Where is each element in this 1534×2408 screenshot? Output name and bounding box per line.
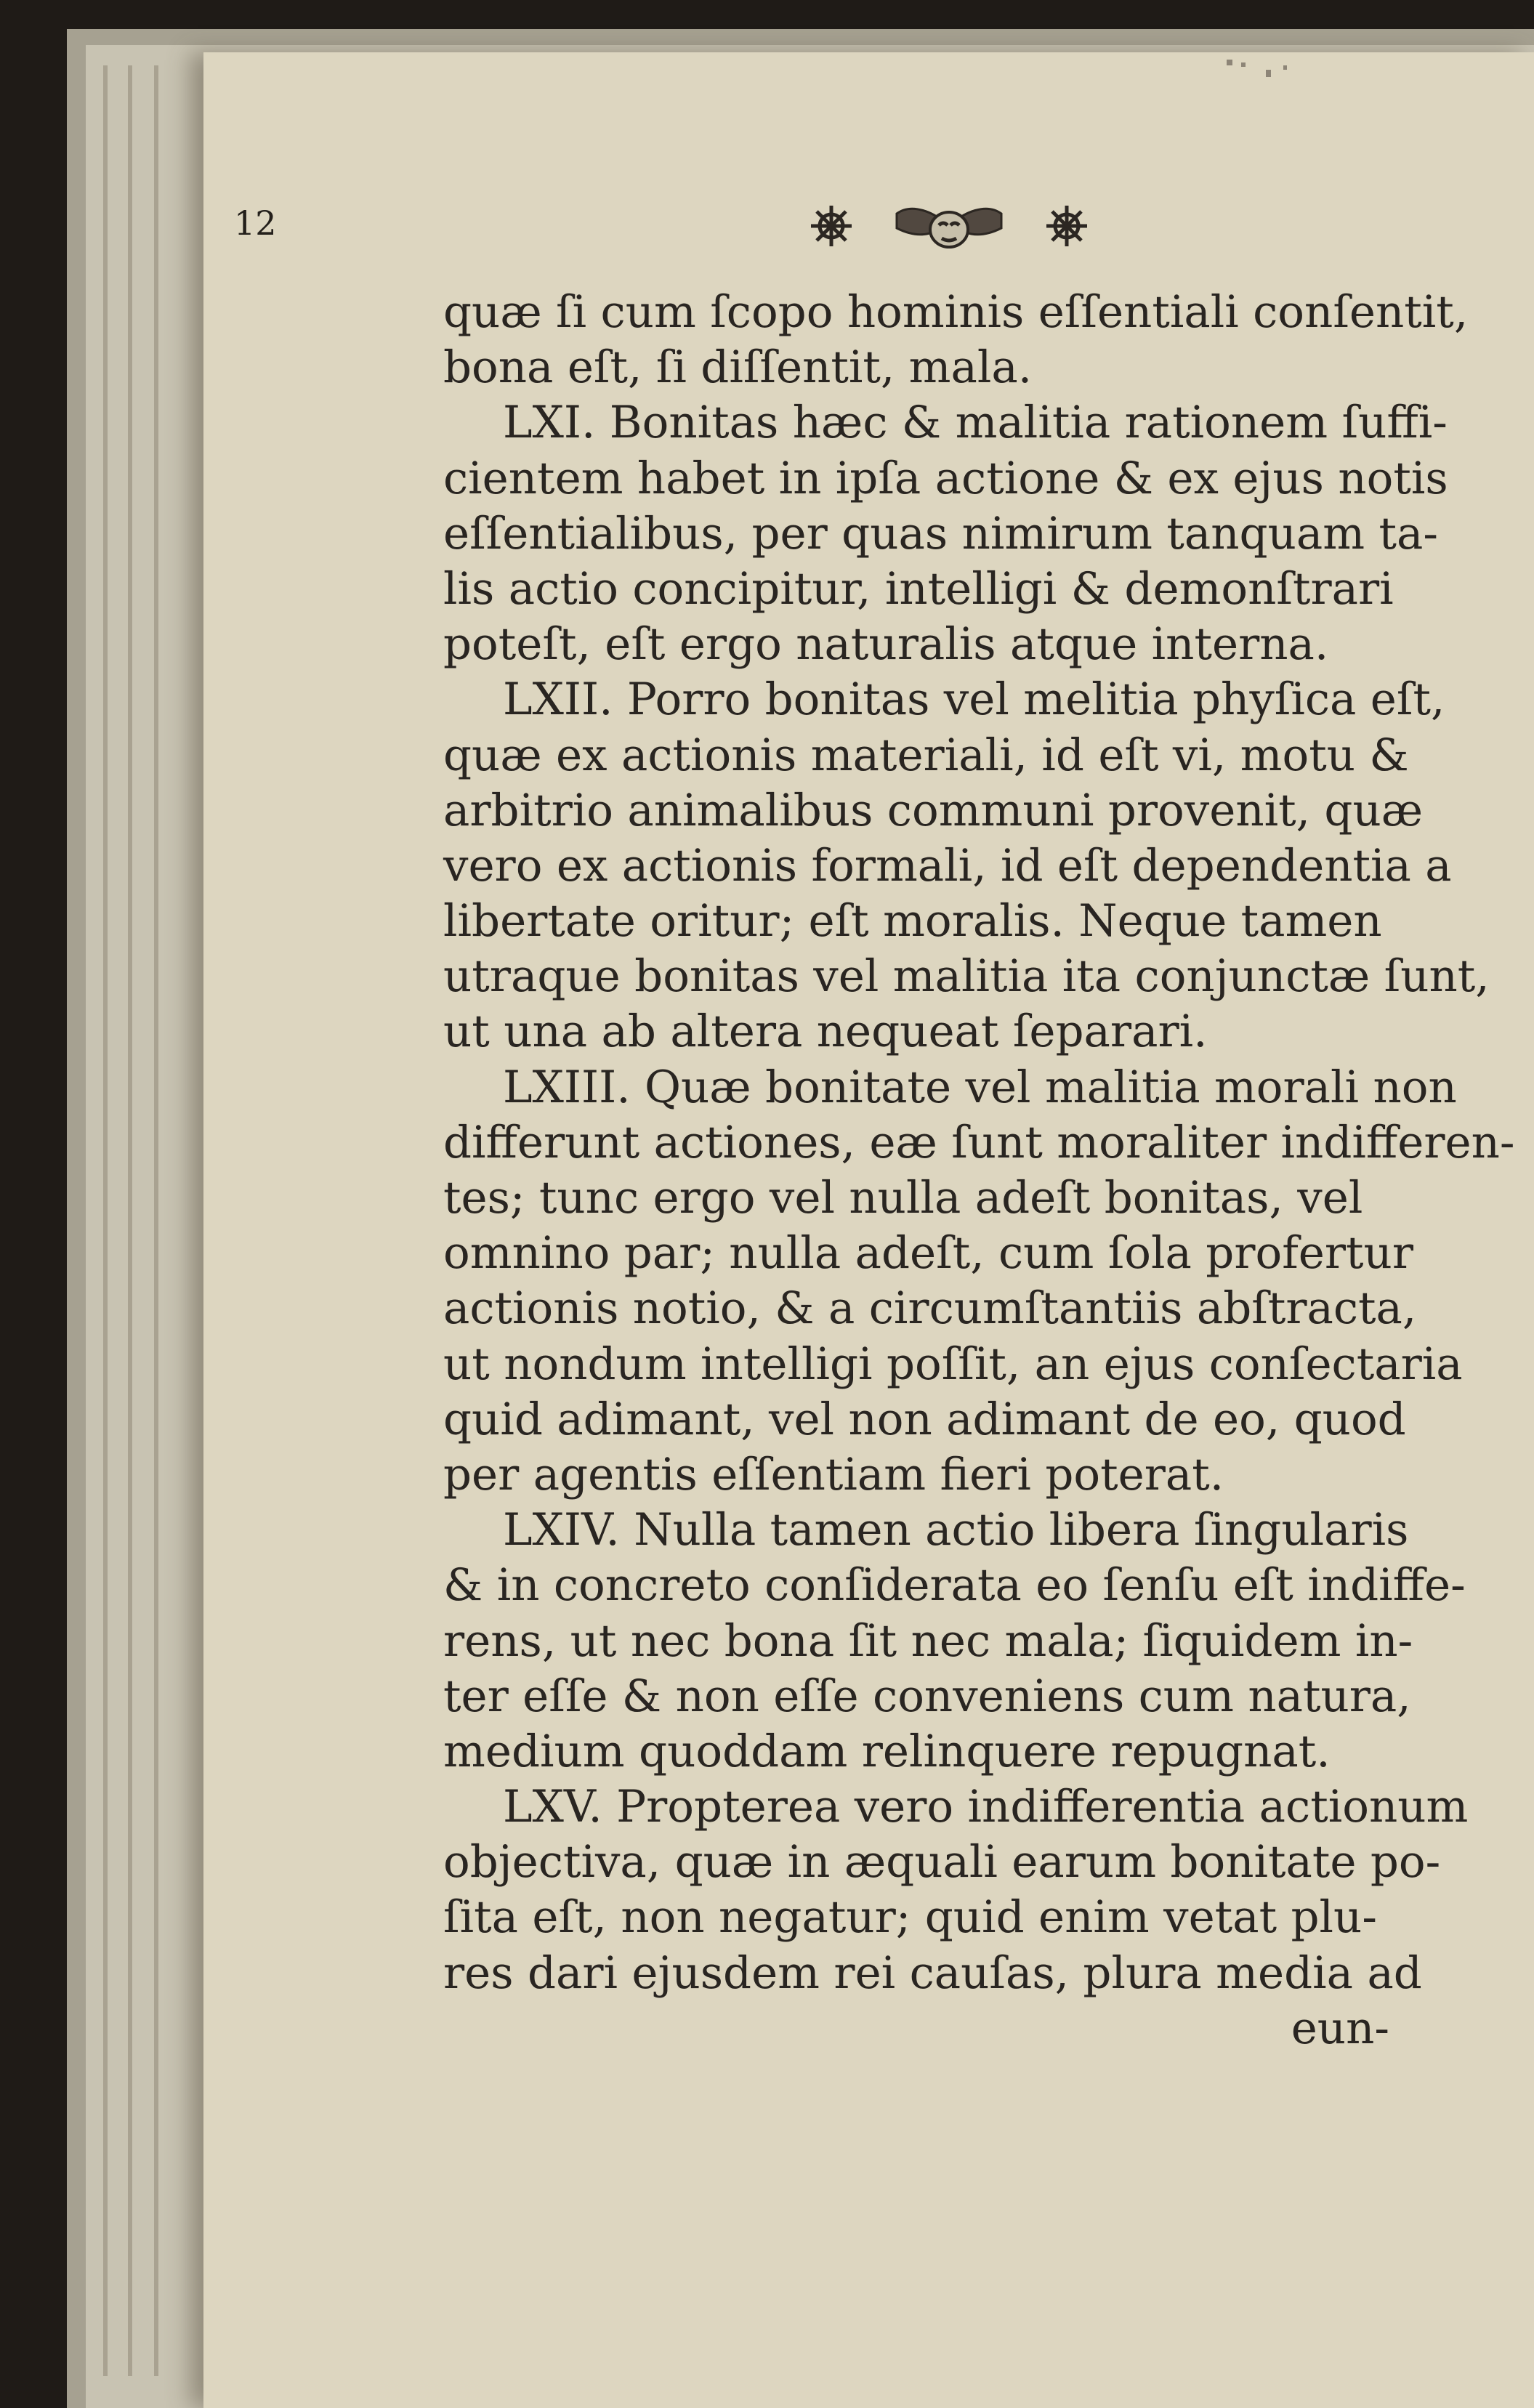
text-line: ter eſſe & non eſſe conveniens cum natura,	[443, 1670, 1411, 1722]
page-number: 12	[234, 203, 277, 243]
page-edge-line	[128, 65, 132, 2376]
ink-spot	[1283, 65, 1287, 70]
text-line: LXII. Porro bonitas vel melitia phyſica eſt,	[503, 674, 1445, 726]
text-line: ſita eſt, non negatur; quid enim vetat plu-	[443, 1891, 1377, 1944]
text-line: LXV. Propterea vero indifferentia actionum	[503, 1781, 1469, 1833]
text-line: ut una ab altera nequeat ſeparari.	[443, 1006, 1208, 1058]
page-edge-line	[103, 65, 108, 2376]
ink-spot	[1241, 62, 1246, 67]
text-line: lis actio concipitur, intelligi & demonſtrari	[443, 562, 1394, 615]
text-line: LXIII. Quæ bonitate vel malitia morali non	[503, 1061, 1457, 1113]
text-line: vero ex actionis formali, id eſt dependentia a	[443, 839, 1452, 892]
text-line: omnino par; nulla adeſt, cum ſola profertur	[443, 1227, 1414, 1280]
body-text	[443, 285, 1515, 2056]
text-line: per agentis eſſentiam fieri poterat.	[443, 1448, 1224, 1500]
text-line: arbitrio animalibus communi provenit, quæ	[443, 784, 1424, 836]
text-line: differunt actiones, eæ ſunt moraliter indifferen-	[443, 1116, 1515, 1168]
text-line: eſſentialibus, per quas nimirum tanquam ta-	[443, 507, 1438, 559]
text-line: quid adimant, vel non adimant de eo, quod	[443, 1393, 1406, 1445]
page-header	[234, 202, 1469, 253]
ink-spot	[1266, 70, 1271, 77]
catchword: eun-	[1291, 2002, 1389, 2054]
text-line: bona eſt, ſi diſſentit, mala.	[443, 342, 1033, 394]
page-edge-line	[154, 65, 158, 2376]
text-line: res dari ejusdem rei cauſas, plura media ad	[443, 1947, 1422, 1999]
text-line: ut nondum intelligi poſſit, an ejus conſectaria	[443, 1338, 1463, 1390]
text-line: rens, ut nec bona ſit nec mala; ſiquidem in-	[443, 1615, 1413, 1667]
text-line: LXI. Bonitas hæc & malitia rationem ſuffi-	[503, 397, 1448, 449]
text-line: tes; tunc ergo vel nulla adeſt bonitas, vel	[443, 1172, 1363, 1224]
text-line: poteſt, eſt ergo naturalis atque interna.	[443, 618, 1329, 671]
text-line: LXIV. Nulla tamen actio libera ſingularis	[503, 1504, 1409, 1556]
text-line: actionis notio, & a circumſtantiis abſtracta,	[443, 1282, 1417, 1335]
text-line: cientem habet in ipſa actione & ex ejus notis	[443, 452, 1448, 504]
text-line: objectiva, quæ in æquali earum bonitate po-	[443, 1836, 1441, 1888]
text-line: quæ ex actionis materiali, id eſt vi, motu &	[443, 729, 1409, 781]
text-line: quæ ſi cum ſcopo hominis eſſentiali conſentit,	[443, 286, 1469, 338]
text-line: & in concreto conſiderata eo ſenſu eſt indiffe-	[443, 1559, 1466, 1612]
text-line: utraque bonitas vel malitia ita conjunctæ ſunt,	[443, 950, 1490, 1003]
header-ornament-icon	[789, 199, 1109, 253]
text-line: libertate oritur; eſt moralis. Neque tamen	[443, 895, 1382, 948]
text-line: medium quoddam relinquere repugnat.	[443, 1725, 1331, 1777]
ink-spot	[1227, 60, 1232, 65]
